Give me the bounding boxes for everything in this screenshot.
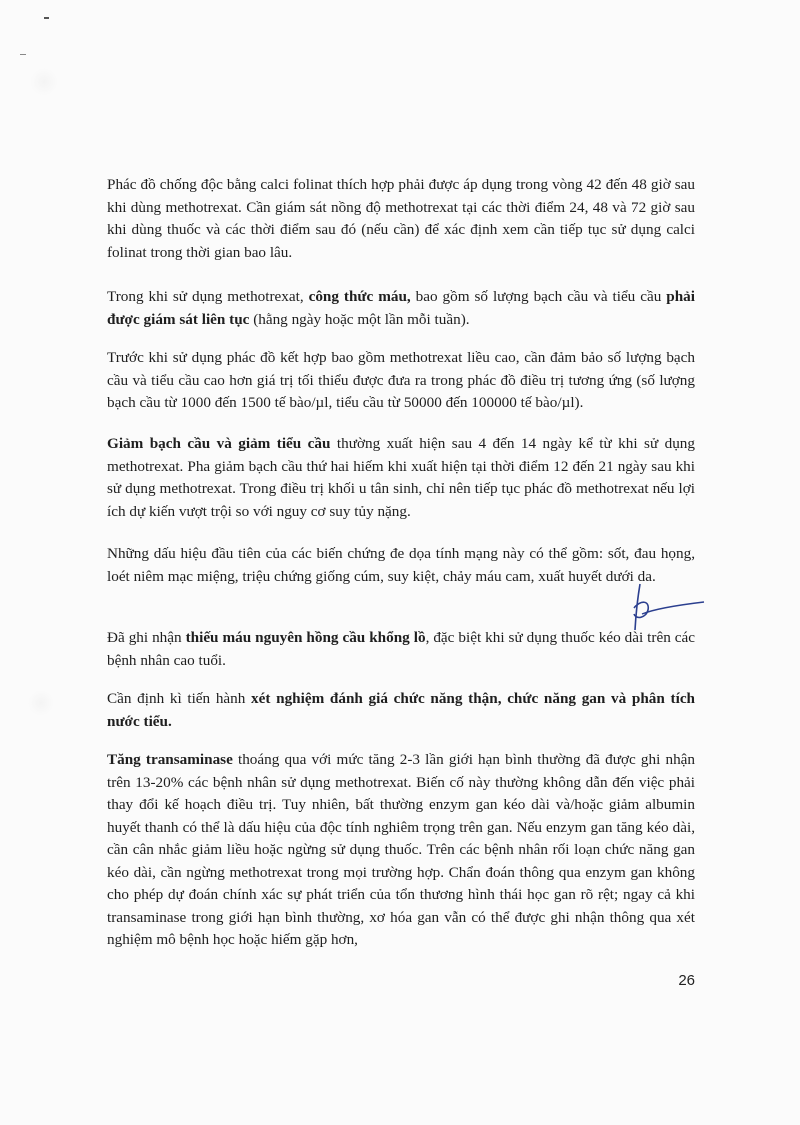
bold-text: xét nghiệm đánh giá chức năng thận, chức năng gan và phân tích nước tiểu. (107, 690, 696, 730)
punch-hole-lower (28, 690, 54, 716)
handwritten-signature (618, 578, 708, 638)
scan-mark-middle (20, 54, 26, 55)
punch-hole-upper (30, 68, 58, 96)
text-run: thường xuất hiện sau 4 đến 14 ngày kể từ khi sử dụng methotrexat. Pha giảm bạch cầu thứ hai hiếm khi xuất hiện tại thời điểm 12 đến 21 ngày sau khi sử dụng methotrexat. Trong điều trị khối u tân sinh, chỉ nên tiếp tục phác đồ methotrexat nếu lợi ích dự kiến vượt trội so với nguy cơ suy tủy nặng. (107, 435, 695, 520)
text-run: Cần định kì tiến hành (107, 690, 252, 707)
text-run: thoáng qua với mức tăng 2-3 lần giới hạn bình thường đã được ghi nhận trên 13-20% các bệnh nhân sử dụng methotrexat. Biến cố này thường không dẫn đến việc phải thay đổi kế hoạch điều trị. Tuy nhiên, bất thường enzym gan kéo dài và/hoặc giảm albumin huyết thanh có thể là dấu hiệu của độc tính nghiêm trọng trên gan. Nếu enzym gan tăng kéo dài, cần cân nhắc giảm liều hoặc ngừng sử dụng thuốc. Trên các bệnh nhân rối loạn chức năng gan kéo dài, cần ngừng methotrexat trong mọi trường hợp. Chẩn đoán thông qua enzym gan không cho phép dự đoán chính xác sự phát triển của tổn thương hình thái học gan rõ rệt; ngay cả khi transaminase trong giới hạn bình thường, xơ hóa gan vẫn có thể được ghi nhận thông qua xét nghiệm mô bệnh học hoặc hiếm gặp hơn, (107, 751, 696, 948)
text-run: Trong khi sử dụng methotrexat, (107, 288, 309, 305)
bold-text: Tăng transaminase (107, 751, 233, 768)
text-run: Phác đồ chống độc bằng calci folinat thích hợp phải được áp dụng trong vòng 42 đến 48 giờ sau khi dùng methotrexat. Cần giám sát nồng độ methotrexat tại các thời điểm 24, 48 và 72 giờ sau khi dùng thuốc và các thời điểm sau đó (nếu cần) để xác định xem cần tiếp tục sử dụng calci folinat trong thời gian bao lâu. (107, 176, 695, 261)
page-number: 26 (678, 972, 695, 989)
text-run: Đã ghi nhận (107, 629, 186, 646)
paragraph (107, 627, 695, 672)
scan-mark-top (44, 17, 49, 19)
text-run: Những dấu hiệu đầu tiên của các biến chứng đe dọa tính mạng này có thể gồm: sốt, đau họng, loét niêm mạc miệng, triệu chứng giống cúm, suy kiệt, chảy máu cam, xuất huyết dưới da. (107, 545, 695, 585)
paragraph (107, 286, 695, 331)
paragraph (107, 433, 695, 523)
text-run: , đặc biệt khi sử dụng thuốc kéo dài trên các bệnh nhân cao tuổi. (107, 629, 696, 669)
bold-text: Giảm bạch cầu và giảm tiểu cầu (107, 435, 331, 452)
bold-text: phải được giám sát liên tục (107, 288, 695, 328)
paragraph (107, 749, 695, 952)
text-run: Trước khi sử dụng phác đồ kết hợp bao gồm methotrexat liều cao, cần đảm bảo số lượng bạch cầu và tiểu cầu cao hơn giá trị tối thiểu được đưa ra trong phác đồ điều trị tương ứng (số lượng bạch cầu từ 1000 đến 1500 tế bào/µl, tiểu cầu từ 50000 đến 100000 tế bào/µl). (107, 349, 695, 411)
bold-text: thiếu máu nguyên hồng cầu khổng lồ (185, 629, 426, 646)
text-run: bao gồm số lượng bạch cầu và tiểu cầu (410, 288, 667, 305)
paragraph (107, 543, 695, 588)
paragraph (107, 174, 695, 264)
paragraph (107, 688, 695, 733)
bold-text: công thức máu, (308, 288, 411, 305)
text-run: (hằng ngày hoặc một lần mỗi tuần). (249, 310, 470, 328)
paragraph (107, 347, 695, 415)
